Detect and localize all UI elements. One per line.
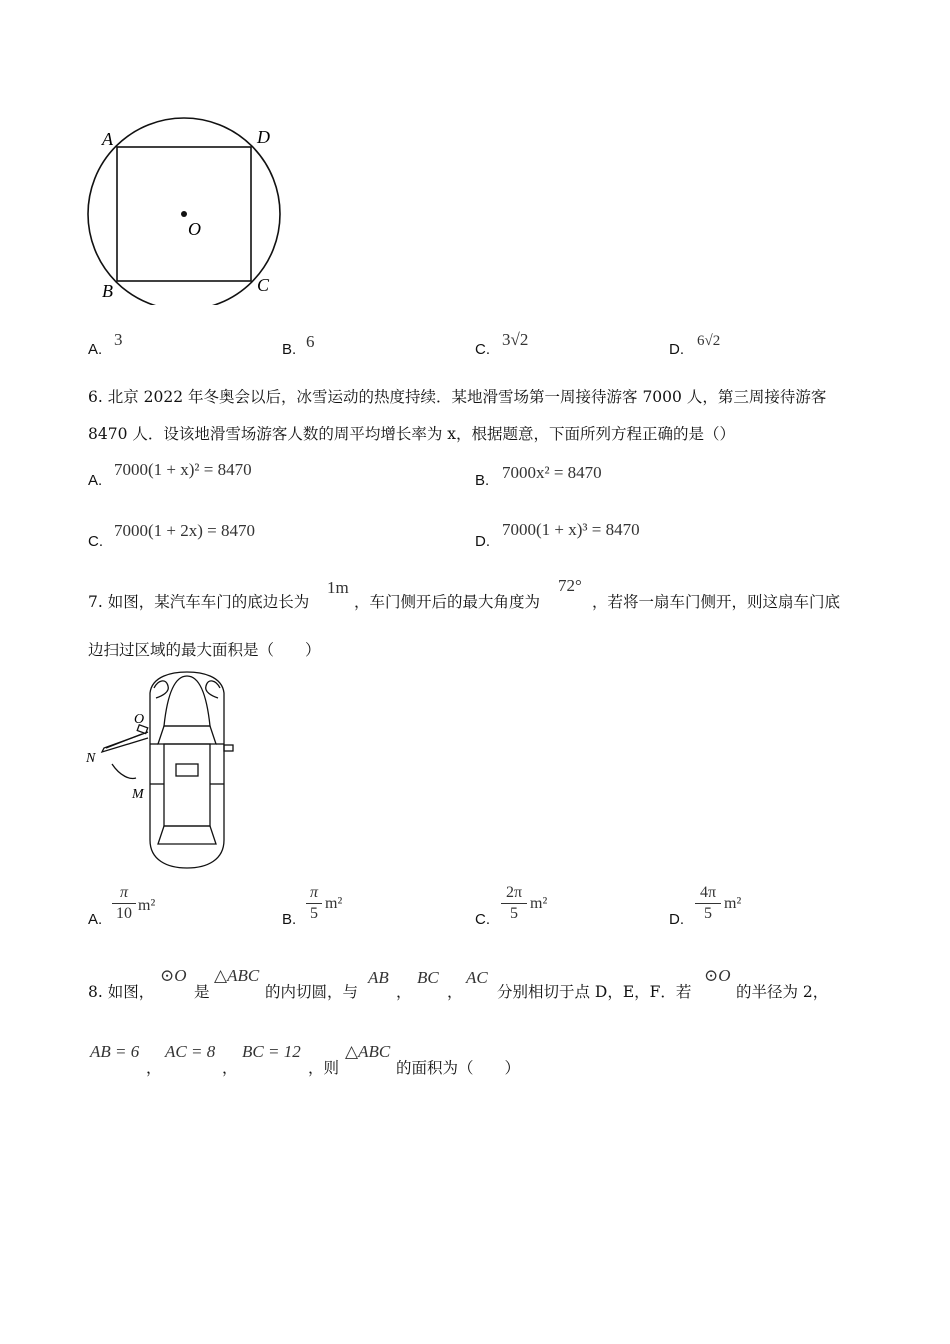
q6-option-d-letter: D. [475,533,490,550]
q7-option-c-letter: C. [475,911,490,928]
q8-ab: AB [368,968,389,987]
q7-option-c-num: 2π [505,884,523,901]
q8-comma1: ， [396,983,412,1001]
front-arc-right [206,681,220,698]
car-rear [158,826,216,844]
q8-comma2: ， [447,983,463,1001]
q7-option-d-unit: m² [724,895,742,912]
car-cabin [164,744,210,826]
q8-prefix: 8. 如图， [88,983,155,1001]
q7-length: 1m [327,578,349,597]
q7-option-a-num: π [119,884,128,901]
center-point [181,211,187,217]
q6-option-d-value: 7000(1 + x)³ = 8470 [502,520,640,539]
q8-text4: 的面积为（ ） [396,1059,521,1077]
label-c: C [257,275,270,295]
label-n: N [86,751,96,766]
q6-option-a-letter: A. [88,472,103,489]
label-o: O [188,219,201,239]
q7-angle: 72° [558,576,582,595]
q7-option-d-fraction [695,884,721,923]
q6-option-c-value: 7000(1 + 2x) = 8470 [114,521,255,540]
q5-option-a-value: 3 [114,330,123,349]
q8-triangle: △ABC [214,966,260,985]
q8-bc: BC [417,968,439,987]
q8-is: 是 [194,983,210,1001]
q6-option-b-letter: B. [475,472,490,489]
q8-comma3: ， [146,1059,162,1077]
circle-square-figure [80,115,300,305]
q7-option-b-fraction [306,884,322,923]
q7-text-part1: 7. 如图，某汽车车门的底边长为 [88,593,310,611]
q8-triangle-2: △ABC [345,1042,391,1061]
q7-option-c-unit: m² [530,895,548,912]
q6-option-c-letter: C. [88,533,103,550]
car-body [150,672,224,868]
q7-option-b-letter: B. [282,911,297,928]
q8-eq-ab: AB = 6 [90,1042,140,1061]
q6-question-line2: 8470 人．设该地滑雪场游客人数的周平均增长率为 x，根据题意，下面所列方程正确的是（） [88,425,736,443]
label-o-car: O [134,712,145,727]
label-b: B [102,281,113,301]
q8-eq-bc: BC = 12 [242,1042,301,1061]
q8-comma4: ， [222,1059,238,1077]
q7-question-line2: 边扫过区域的最大面积是（ ） [88,641,321,659]
q6-question-line1: 6. 北京 2022 年冬奥会以后，冰雪运动的热度持续．某地滑雪场第一周接待游客 7000 人，第三周接待游客 [88,388,827,406]
q5-option-d-value: 6√2 [697,333,721,349]
car-door-figure [82,668,242,873]
q7-option-d-num: 4π [699,884,717,901]
q5-option-c-value: 3√2 [502,330,529,349]
q7-text-part3: ，若将一扇车门侧开，则这扇车门底 [592,593,841,611]
q5-option-a-letter: A. [88,341,103,358]
label-d: D [257,127,270,147]
swept-arc [112,764,136,778]
label-m: M [132,787,144,802]
q7-option-b-den: 5 [310,905,318,922]
q8-text3: 的半径为 2， [736,983,829,1001]
right-mirror [224,745,233,751]
q7-option-c-fraction [501,884,527,923]
q8-circle-o: ⊙O [160,966,187,985]
q8-text2: 分别相切于点 D，E，F．若 [497,983,692,1001]
q7-option-c-den: 5 [510,905,518,922]
q8-circle-o-2: ⊙O [704,966,731,985]
q7-text-part2: ，车门侧开后的最大角度为 [354,593,541,611]
car-cabin-front [158,726,216,744]
q5-option-b-value: 6 [306,332,315,351]
front-arc-left [154,681,168,698]
q8-text1: 的内切圆，与 [265,983,359,1001]
label-a: A [102,129,113,149]
car-roof-window [176,764,198,776]
q6-option-b-value: 7000x² = 8470 [502,463,602,482]
q7-option-a-unit: m² [138,897,156,914]
q5-option-b-letter: B. [282,341,297,358]
q8-then: ，则 [308,1059,340,1077]
q7-option-b-num: π [309,884,318,901]
q5-option-c-letter: C. [475,341,490,358]
q8-eq-ac: AC = 8 [165,1042,216,1061]
q7-option-d-letter: D. [669,911,684,928]
q6-option-a-value: 7000(1 + x)² = 8470 [114,460,252,479]
q7-option-a-den: 10 [116,905,132,922]
q7-option-d-den: 5 [704,905,712,922]
q7-option-a-letter: A. [88,911,103,928]
q7-option-b-unit: m² [325,895,343,912]
car-hood [164,676,210,726]
q8-ac: AC [466,968,488,987]
q5-option-d-letter: D. [669,341,684,358]
q7-option-a-fraction [112,884,136,923]
